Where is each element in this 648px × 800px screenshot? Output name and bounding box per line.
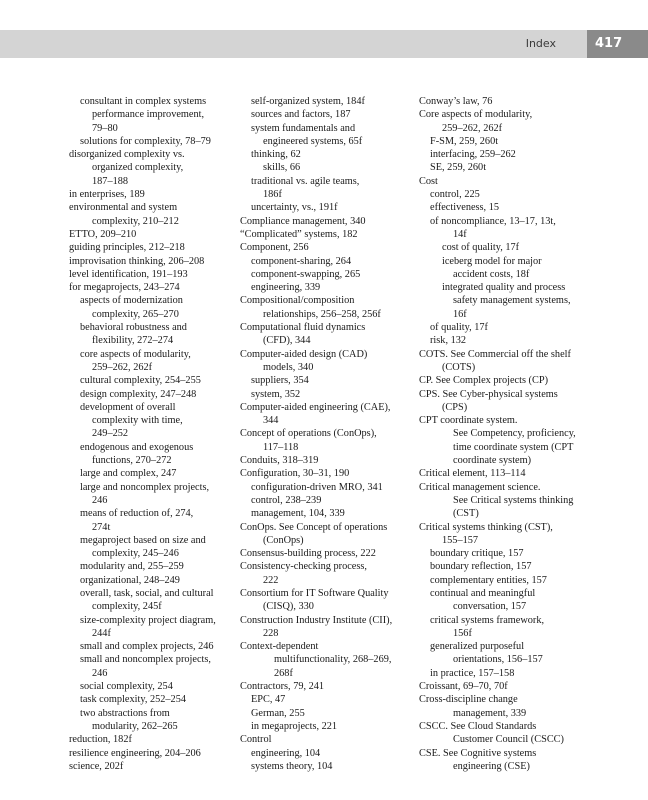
- index-entry: boundary critique, 157: [430, 548, 524, 560]
- index-entry: solutions for complexity, 78–79: [80, 135, 211, 147]
- index-column-2: [240, 95, 415, 773]
- index-entry: aspects of modernization: [80, 295, 183, 307]
- index-entry: See Competency, proficiency,: [453, 428, 576, 440]
- index-entry: CPS. See Cyber-physical systems: [419, 388, 558, 400]
- index-entry: complexity with time,: [92, 415, 183, 427]
- index-entry: means of reduction of, 274,: [80, 508, 194, 520]
- index-entry: multifunctionality, 268–269,: [274, 654, 392, 666]
- index-entry: CPT coordinate system.: [419, 415, 518, 427]
- index-entry: 186f: [263, 189, 282, 201]
- index-entry: self-organized system, 184f: [251, 96, 365, 107]
- index-entry: (ConOps): [263, 534, 304, 546]
- index-entry: Computer-aided design (CAD): [240, 348, 368, 360]
- index-entry: CP. See Complex projects (CP): [419, 375, 548, 387]
- index-entry: modularity and, 255–259: [80, 561, 184, 573]
- index-entry: models, 340: [263, 361, 314, 373]
- index-entry: task complexity, 252–254: [80, 694, 187, 706]
- index-entry: management, 104, 339: [251, 508, 345, 520]
- index-entry: Compositional/composition: [240, 295, 355, 307]
- index-entry: generalized purposeful: [430, 641, 525, 653]
- index-entry: CSCC. See Cloud Standards: [419, 720, 537, 732]
- index-entry: Configuration, 30–31, 190: [240, 468, 350, 480]
- index-entry: (COTS): [442, 361, 476, 373]
- index-entry: development of overall: [80, 401, 176, 413]
- index-entry: complexity, 265–270: [92, 308, 179, 320]
- index-entry: level identification, 191–193: [69, 268, 188, 280]
- index-entry: accident costs, 18f: [453, 268, 530, 280]
- index-entry: 259–262, 262f: [92, 361, 153, 373]
- index-entry: engineering (CSE): [453, 760, 530, 772]
- index-entry: Component, 256: [240, 242, 309, 254]
- index-entry: F-SM, 259, 260t: [430, 135, 499, 147]
- index-entry: Critical management science.: [419, 481, 541, 493]
- index-entry: “Complicated” systems, 182: [240, 228, 358, 240]
- index-entry: engineered systems, 65f: [263, 135, 363, 147]
- index-entry: (CPS): [442, 401, 468, 413]
- index-entry: system, 352: [251, 388, 301, 400]
- index-entry: 268f: [274, 667, 293, 679]
- index-entry: ConOps. See Concept of operations: [240, 521, 388, 533]
- index-entry: 259–262, 262f: [442, 122, 503, 134]
- index-entry: flexibility, 272–274: [92, 335, 174, 347]
- index-entry: 16f: [453, 308, 467, 320]
- index-entry: science, 202f: [69, 760, 124, 772]
- index-entry: suppliers, 354: [251, 375, 309, 387]
- index-entry: 155–157: [442, 534, 479, 546]
- index-entry: 187–188: [92, 175, 129, 187]
- index-entry: for megaprojects, 243–274: [69, 282, 180, 294]
- index-entry: (CFD), 344: [263, 335, 311, 347]
- index-entry: large and noncomplex projects,: [80, 481, 210, 493]
- index-entry: 156f: [453, 627, 472, 639]
- index-entry: boundary reflection, 157: [430, 561, 532, 573]
- index-entry: Consortium for IT Software Quality: [240, 587, 389, 599]
- index-entry: resilience engineering, 204–206: [69, 747, 201, 759]
- index-entry: environmental and system: [69, 202, 178, 214]
- index-entry: complexity, 245–246: [92, 548, 179, 560]
- index-entry: two abstractions from: [80, 707, 170, 719]
- index-entry: relationships, 256–258, 256f: [263, 308, 381, 320]
- index-entry: size-complexity project diagram,: [80, 614, 216, 626]
- index-entry: component-sharing, 264: [251, 255, 352, 267]
- index-entry: skills, 66: [263, 162, 301, 174]
- index-entry: consultant in complex systems: [80, 96, 207, 107]
- index-entry: risk, 132: [430, 335, 467, 347]
- index-entry: core aspects of modularity,: [80, 348, 191, 360]
- index-entry: megaproject based on size and: [80, 534, 206, 546]
- index-entry: effectiveness, 15: [430, 202, 500, 214]
- index-entry: Conway’s law, 76: [419, 96, 493, 107]
- index-entry: complementary entities, 157: [430, 574, 547, 586]
- index-entry: in enterprises, 189: [69, 189, 145, 201]
- index-entry: systems theory, 104: [251, 760, 333, 772]
- index-entry: thinking, 62: [251, 149, 301, 161]
- index-entry: Customer Council (CSCC): [453, 734, 564, 746]
- index-entry: functions, 270–272: [92, 455, 172, 467]
- index-entry: orientations, 156–157: [453, 654, 543, 666]
- index-entry: continual and meaningful: [430, 587, 536, 599]
- index-entry: critical systems framework,: [430, 614, 545, 626]
- index-entry: time coordinate system (CPT: [453, 441, 574, 453]
- index-entry: uncertainty, vs., 191f: [251, 202, 338, 214]
- index-entry: reduction, 182f: [69, 734, 132, 746]
- index-entry: Computational fluid dynamics: [240, 322, 366, 334]
- index-entry: Core aspects of modularity,: [419, 109, 533, 121]
- index-entry: 14f: [453, 228, 467, 240]
- index-entry: 222: [263, 574, 279, 586]
- index-entry: COTS. See Commercial off the shelf: [419, 348, 571, 360]
- index-entry: organized complexity,: [92, 162, 184, 174]
- index-entry: Construction Industry Institute (CII),: [240, 614, 393, 626]
- section-label: Index: [525, 37, 556, 50]
- index-entry: of noncompliance, 13–17, 13t,: [430, 215, 556, 227]
- index-entry: SE, 259, 260t: [430, 162, 487, 174]
- index-entry: management, 339: [453, 707, 527, 719]
- index-entry: control, 225: [430, 189, 480, 201]
- index-entry: Critical systems thinking (CST),: [419, 521, 553, 533]
- index-entry: improvisation thinking, 206–208: [69, 255, 205, 267]
- index-entry: component-swapping, 265: [251, 268, 361, 280]
- index-column-3: [419, 95, 609, 773]
- index-entry: Computer-aided engineering (CAE),: [240, 401, 391, 413]
- index-entry: system fundamentals and: [251, 122, 356, 134]
- index-entry: Cost: [419, 175, 438, 187]
- index-entry: German, 255: [251, 707, 305, 719]
- page-number: 417: [587, 30, 648, 58]
- index-entry: safety management systems,: [453, 295, 571, 307]
- index-entry: 79–80: [92, 122, 118, 134]
- index-entry: in practice, 157–158: [430, 667, 515, 679]
- index-entry: (CST): [453, 508, 479, 520]
- index-entry: 344: [263, 415, 279, 427]
- index-entry: coordinate system): [453, 455, 532, 467]
- index-entry: traditional vs. agile teams,: [251, 175, 360, 187]
- index-entry: Croissant, 69–70, 70f: [419, 681, 508, 693]
- index-entry: configuration-driven MRO, 341: [251, 481, 383, 493]
- index-entry: 246: [92, 667, 108, 679]
- index-entry: complexity, 245f: [92, 601, 162, 613]
- index-entry: Context-dependent: [240, 641, 319, 653]
- index-entry: interfacing, 259–262: [430, 149, 516, 161]
- index-entry: conversation, 157: [453, 601, 527, 613]
- index-entry: cultural complexity, 254–255: [80, 375, 201, 387]
- index-entry: ETTO, 209–210: [69, 228, 137, 240]
- index-entry: Compliance management, 340: [240, 215, 366, 227]
- index-entry: of quality, 17f: [430, 322, 488, 334]
- index-entry: engineering, 339: [251, 282, 321, 294]
- index-entry: Conduits, 318–319: [240, 455, 319, 467]
- index-entry: control, 238–239: [251, 494, 322, 506]
- index-entry: Critical element, 113–114: [419, 468, 526, 480]
- index-entry: sources and factors, 187: [251, 109, 351, 121]
- index-entry: Contractors, 79, 241: [240, 681, 325, 693]
- index-entry: overall, task, social, and cultural: [80, 587, 214, 599]
- index-entry: in megaprojects, 221: [251, 720, 338, 732]
- index-entry: Consistency-checking process,: [240, 561, 367, 573]
- index-entry: behavioral robustness and: [80, 322, 187, 334]
- index-entry: engineering, 104: [251, 747, 321, 759]
- index-entry: performance improvement,: [92, 109, 205, 121]
- index-entry: Concept of operations (ConOps),: [240, 428, 377, 440]
- index-entry: disorganized complexity vs.: [69, 149, 185, 161]
- index-entry: 228: [263, 627, 279, 639]
- index-entry: guiding principles, 212–218: [69, 242, 185, 254]
- index-entry: 274t: [92, 521, 111, 533]
- index-entry: CSE. See Cognitive systems: [419, 747, 537, 759]
- index-entry: 244f: [92, 627, 111, 639]
- index-entry: EPC, 47: [251, 694, 286, 706]
- index-entry: endogenous and exogenous: [80, 441, 194, 453]
- index-entry: 249–252: [92, 428, 129, 440]
- index-entry: Consensus-building process, 222: [240, 548, 376, 560]
- index-entry: cost of quality, 17f: [442, 242, 520, 254]
- index-entry: design complexity, 247–248: [80, 388, 197, 400]
- index-entry: Control: [240, 734, 272, 746]
- index-entry: large and complex, 247: [80, 468, 177, 480]
- index-entry: 117–118: [263, 441, 299, 453]
- index-entry: (CISQ), 330: [263, 601, 314, 613]
- index-entry: modularity, 262–265: [92, 720, 178, 732]
- index-entry: integrated quality and process: [442, 282, 566, 294]
- index-entry: complexity, 210–212: [92, 215, 179, 227]
- index-entry: See Critical systems thinking: [453, 494, 574, 506]
- index-entry: 246: [92, 494, 108, 506]
- index-entry: Cross-discipline change: [419, 694, 518, 706]
- index-entry: organizational, 248–249: [80, 574, 180, 586]
- index-entry: small and complex projects, 246: [80, 641, 214, 653]
- index-entry: social complexity, 254: [80, 681, 173, 693]
- index-entry: small and noncomplex projects,: [80, 654, 211, 666]
- index-entry: iceberg model for major: [442, 255, 542, 267]
- index-column-1: [69, 95, 247, 773]
